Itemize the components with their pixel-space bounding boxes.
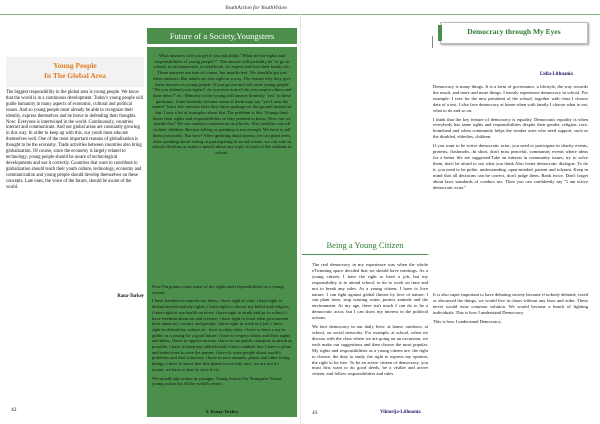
democracy-header	[440, 22, 588, 44]
democracy-author: Lidia-Lithuania	[540, 72, 573, 77]
democracy-paragraph-2: I think that the key feature of democracy is equality. Democratic equality is when everybody has same rights and responsibilities despite their gender, religion, race, homeland and when community helps the weaker ones who need support, such as the disabled, elderlies, children.	[433, 116, 588, 140]
future-society-body-1: What answers will you get if you ask adults "What are the rights and responsibilities of young people?". The answer will probably be "to go to school, to do homework, to read book, to respect and love their family etc. These answers are true of course, but insufficient. We should'n get just these answers. But adults are also right in a way. The reason why they give these answers is young people. If you go out and ask some young people "Do you defend your rights?, do you ever notice?,do you respect others and their ideas?" etc. Minority of the young will answer honestly "yes" to these questions. I said honestly because some of them may say "yes I own the matter" but a few minutes later they throw garbage on the ground instead of bin. I saw a lot of examples about that.The problem is this. Youngs don't know their rights and responsibilities or they pretend to know. How can we handle this? We can conduct conferences in schools. Also families can tell to their children. But just telling or speaking is not enough. We have to tell them practically. But how? After speaking about norms, we can plant trees; after speaking about voting or participating in social events, we can vote in school elections or make a speech about any topic in front of the students in school.	[152, 53, 292, 155]
young-people-title-box	[6, 57, 144, 87]
democracy-body	[433, 84, 588, 193]
young-citizen-signature: Viktorija-Lithuania	[380, 410, 421, 415]
democracy-title: Democracy through My Eyes	[467, 27, 561, 36]
page-header	[0, 0, 600, 14]
young-citizen-title: Being a Young Citizen	[326, 240, 404, 250]
young-people-title-line1: Young People	[53, 61, 97, 70]
young-people-title-line2: In The Global Area	[43, 71, 107, 80]
future-society-body-rest	[152, 284, 292, 390]
young-citizen-paragraph-1: The real democracy in my experience was when the whole eTwinning space decided that we should have meetings. As a young citizen, I have the right to have a job, but my responsibility is to attend school, to do to work on time and not to break any rules. As a young citizen, I have to love nature. I can fight against global threats by love of nature: I can plant trees, stop wasting water, protect animals and the environment. At my age, there isn't much I can do to be a democratic actor, but I can show my interest in the political actions.	[312, 262, 428, 321]
page-number-left: 42	[11, 407, 17, 413]
young-citizen-paragraph-2: We face democracy in our daily lives: at home, outdoors, at school, on social networks. For example, at school, when we discuss with the class where we are going on an excursion, we each make our suggestions and then choose the most popular. My rights and responsibilities as a young citizen are: the right to choose, the duty to study, the right to express my opinion, the right to be free. To be an active citizen of democracy, you must first want to do good deeds, be a visible and active citizen, and follow responsibilities and rules.	[312, 324, 428, 377]
young-people-body: The biggest responsibility in the global area is young people. We know that the world is in a continuous development. Today's young people will guide humanity in many aspects of economic, cultural and political issues. And so young people must already be able to recognize their identity, express themselves and be brave in defending their thoughts. Now: Everyone is intertwined in the world. Continuously, countries interact and communicate. And our global areas are constantly growing in this way. In order to keep up with this, our youth must educate themselves well. One of the most important reasons of globalization is thought to be the economy. Trade activities between countries also bring globalization. Of course, since the economy is largely related to technology, young people should be aware of technological developments and use it correctly. Countries that want to contribute to globalization should teach their youth culture, technology, economy and communication and young people should develop themselves on these concepts. Late ones, the voice of the future, should be aware of the world.	[6, 90, 144, 190]
title-connector-line	[432, 36, 433, 48]
young-citizen-underline	[302, 254, 428, 255]
future-society-body-4: We should take action as younger. Young Action For Youngster Vision, young action for all the world's vision.	[152, 375, 283, 387]
young-people-title	[6, 61, 144, 81]
future-society-body-3: I have freedom to express my ideas; i have right to vote; i have right to defend myself and my rights; i have right to choose my belief and religion; i have right to use health services; i have right to study and go to school; i have freedom about art and science; i have right to learn what government does about my country and people; i have right to work in a job; i have right to defend my culture etc. have to obey rules; i have to have a say in public as a young for a good future; i have to respect others and their rights and ideas; i have to oppose racism; i have to use public transport as much as possible, i have to keep my rubbish until i find a rubbish bin; i have to plant and water trees to save the nature; i have to warn people about world's problems and find solutions; i have to save animals, plants and other living beings; i have to know that this planet is not only ours, we are not it's owner, we have to love it, save it etc.	[152, 298, 292, 372]
young-citizen-body	[312, 262, 428, 380]
democracy-body-end	[433, 292, 588, 328]
future-society-header	[147, 28, 297, 44]
page-gutter	[300, 14, 301, 424]
democracy-paragraph-4: It is also super important to have debating society because if nobody debated, voted or discussed the things, we would live in chaos without any laws and order. These never would exist common solution. We would become a bunch of fighting individuals. This is how I understand Democracy	[433, 292, 588, 315]
democracy-paragraph-1: Democracy is many things. It is a form of governance, a lifestyle, the way towards the result, and more and more things. I mostly experience democracy in school. For example: I vote for the new president of the school; together with class I choose date of a test. I also face democracy at home when with family I choose what to eat, what to do and so on.	[433, 84, 588, 113]
future-society-title: Future of a Society,Youngsters	[169, 31, 275, 41]
young-people-signature: Rana-Turkey	[117, 294, 144, 299]
header-title: YouthAction for YouthVision	[225, 5, 287, 11]
young-citizen-header	[302, 240, 428, 252]
future-society-article	[147, 47, 297, 417]
future-society-body-2: Now I'm gonna count some of my rights and responsibilities as a young citizen:	[152, 284, 284, 295]
democracy-paragraph-5: This is how I understand Democracy.	[433, 318, 502, 324]
democracy-paragraph-3: If you want to be active democratic actor, you need to participate in charity events, protests, flashmobs...In short, don't miss peaceful, community events where ideas for a better life are suggested.Take an interest in community issues, try to solve them, don't be afraid to say what you think.Also foster democratic dialogue. To do it, you need to be polite, understanding, open-minded, patient and tolerant. Keep in mind that all decisions can be correct, don't judge them. Rank twice. Don't forget about laws standards of conduct too. Then you can confidently say "I am active democratic actor"	[433, 143, 588, 190]
young-people-article	[6, 57, 144, 417]
page-number-right: 43	[312, 410, 318, 416]
future-society-signature: Y. Kutay-Turkey	[205, 409, 239, 414]
